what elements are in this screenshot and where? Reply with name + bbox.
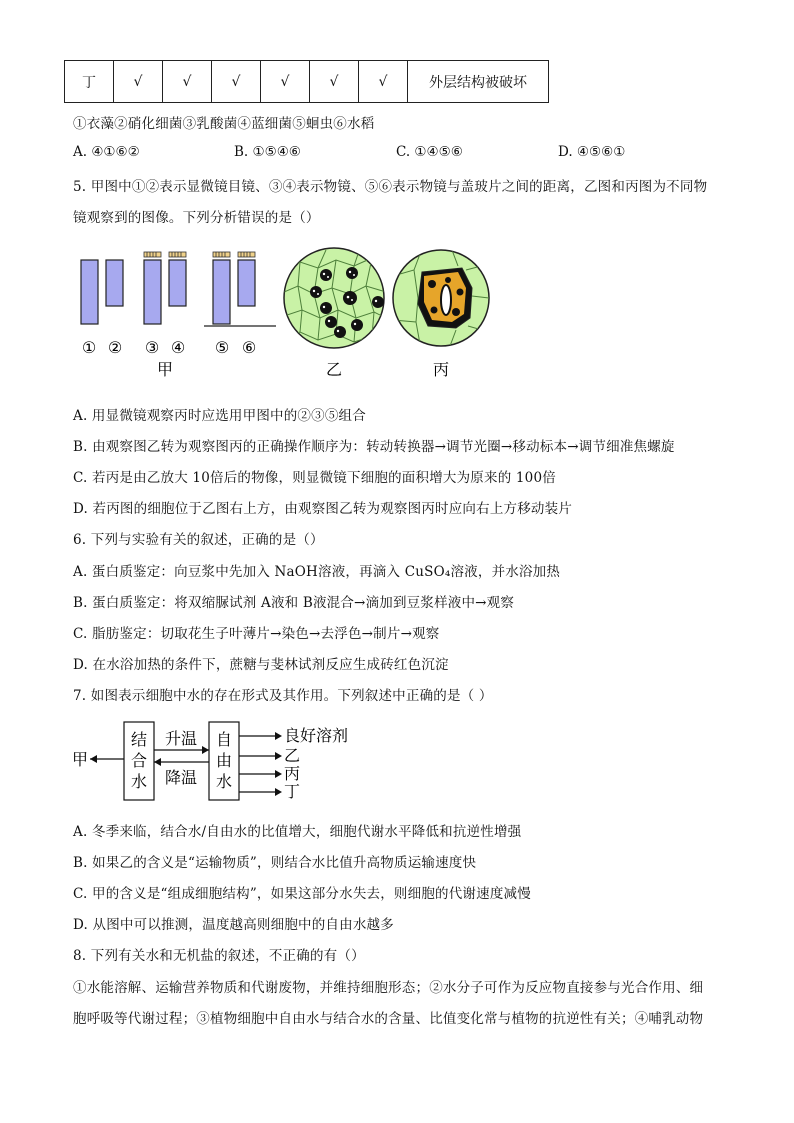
- label-jia-q7: 甲: [71, 750, 89, 769]
- result-cell: 外层结构被破坏: [408, 61, 549, 103]
- q7-option-a: A. 冬季来临，结合水/自由水的比值增大，细胞代谢水平降低和抗逆性增强: [73, 824, 522, 840]
- bound-water-char: 合: [130, 751, 148, 770]
- q8-text-line1: ①水能溶解、运输营养物质和代谢废物，并维持细胞形态；②水分子可作为反应物直接参与光合作用、细: [73, 980, 704, 996]
- q5-stem-line2: 镜观察到的图像。下列分析错误的是（）: [73, 210, 320, 226]
- label-num5: ⑤: [214, 338, 230, 357]
- q4-option-a: A. ④①⑥②: [73, 144, 140, 160]
- q5-option-c: C. 若丙是由乙放大 10倍后的物像，则显微镜下细胞的面积增大为原来的 100倍: [73, 470, 556, 486]
- eyepiece-short-icon: [106, 260, 123, 306]
- objective-distance-near-icon: [238, 252, 255, 306]
- free-water-char: 水: [215, 772, 233, 791]
- label-yi: 乙: [325, 360, 343, 379]
- q5-option-d: D. 若丙图的细胞位于乙图右上方，由观察图乙转为观察图丙时应向右上方移动装片: [73, 501, 573, 517]
- q8-stem: 8. 下列有关水和无机盐的叙述，不正确的有（）: [73, 948, 365, 964]
- q7-option-b: B. 如果乙的含义是“运输物质”，则结合水比值升高物质运输速度快: [73, 855, 477, 871]
- eyepiece-long-icon: [81, 260, 98, 324]
- free-water-char: 自: [215, 730, 233, 749]
- water-forms-diagram: [0, 710, 794, 810]
- q4-option-d: D. ④⑤⑥①: [558, 144, 626, 160]
- q6-option-a: A. 蛋白质鉴定：向豆浆中先加入 NaOH溶液，再滴入 CuSO₄溶液，并水浴加热: [73, 564, 561, 580]
- check-cell: √: [114, 61, 163, 103]
- q5-option-a: A. 用显微镜观察丙时应选用甲图中的②③⑤组合: [73, 408, 366, 424]
- label-yi-q7: 乙: [284, 746, 301, 765]
- q5-option-b: B. 由观察图乙转为观察图丙的正确操作顺序为：转动转换器→调节光圈→移动标本→调节细准焦螺旋: [73, 439, 675, 455]
- label-num1: ①: [81, 338, 97, 357]
- experiment-table: [64, 60, 549, 103]
- objective-long-icon: [144, 252, 161, 324]
- row-label-cell: 丁: [65, 61, 114, 103]
- check-cell: √: [212, 61, 261, 103]
- label-bing: 丙: [432, 360, 450, 379]
- q8-text-line2: 胞呼吸等代谢过程；③植物细胞中自由水与结合水的含量、比值变化常与植物的抗逆性有关；④哺乳动物: [73, 1011, 704, 1027]
- q4-organism-list: ①衣藻②硝化细菌③乳酸菌④蓝细菌⑤蛔虫⑥水稻: [73, 116, 375, 132]
- q4-option-b: B. ①⑤④⑥: [234, 144, 301, 160]
- view-yi-icon: [284, 248, 390, 348]
- check-cell: √: [163, 61, 212, 103]
- table-row: [65, 61, 549, 103]
- heat-label: 升温: [164, 729, 198, 748]
- q6-option-c: C. 脂肪鉴定：切取花生子叶薄片→染色→去浮色→制片→观察: [73, 626, 440, 642]
- check-cell: √: [310, 61, 359, 103]
- q4-option-c: C. ①④⑤⑥: [396, 144, 463, 160]
- view-bing-icon: [393, 250, 489, 346]
- label-ding-q7: 丁: [284, 782, 301, 801]
- bound-water-char: 结: [130, 730, 148, 749]
- q7-stem: 7. 如图表示细胞中水的存在形式及其作用。下列叙述中正确的是（ ）: [73, 688, 493, 704]
- microscope-figure: [0, 240, 794, 385]
- label-num3: ③: [144, 338, 160, 357]
- q5-stem-line1: 5. 甲图中①②表示显微镜目镜、③④表示物镜、⑤⑥表示物镜与盖玻片之间的距离，乙图和丙图为不同物: [73, 179, 708, 195]
- good-solvent-label: 良好溶剂: [284, 726, 349, 745]
- check-cell: √: [359, 61, 408, 103]
- objective-short-icon: [169, 252, 186, 306]
- label-jia: 甲: [156, 360, 174, 379]
- q7-option-c: C. 甲的含义是“组成细胞结构”，如果这部分水失去，则细胞的代谢速度减慢: [73, 886, 531, 902]
- q6-stem: 6. 下列与实验有关的叙述，正确的是（）: [73, 532, 324, 548]
- q6-option-d: D. 在水浴加热的条件下，蔗糖与斐林试剂反应生成砖红色沉淀: [73, 657, 449, 673]
- label-bing-q7: 丙: [284, 764, 301, 783]
- free-water-char: 由: [215, 751, 233, 770]
- q6-option-b: B. 蛋白质鉴定：将双缩脲试剂 A液和 B液混合→滴加到豆浆样液中→观察: [73, 595, 515, 611]
- cool-label: 降温: [164, 768, 198, 787]
- label-num2: ②: [107, 338, 123, 357]
- check-cell: √: [261, 61, 310, 103]
- label-num6: ⑥: [241, 338, 257, 357]
- q7-option-d: D. 从图中可以推测，温度越高则细胞中的自由水越多: [73, 917, 394, 933]
- bound-water-char: 水: [130, 772, 148, 791]
- objective-distance-far-icon: [213, 252, 230, 324]
- label-num4: ④: [170, 338, 186, 357]
